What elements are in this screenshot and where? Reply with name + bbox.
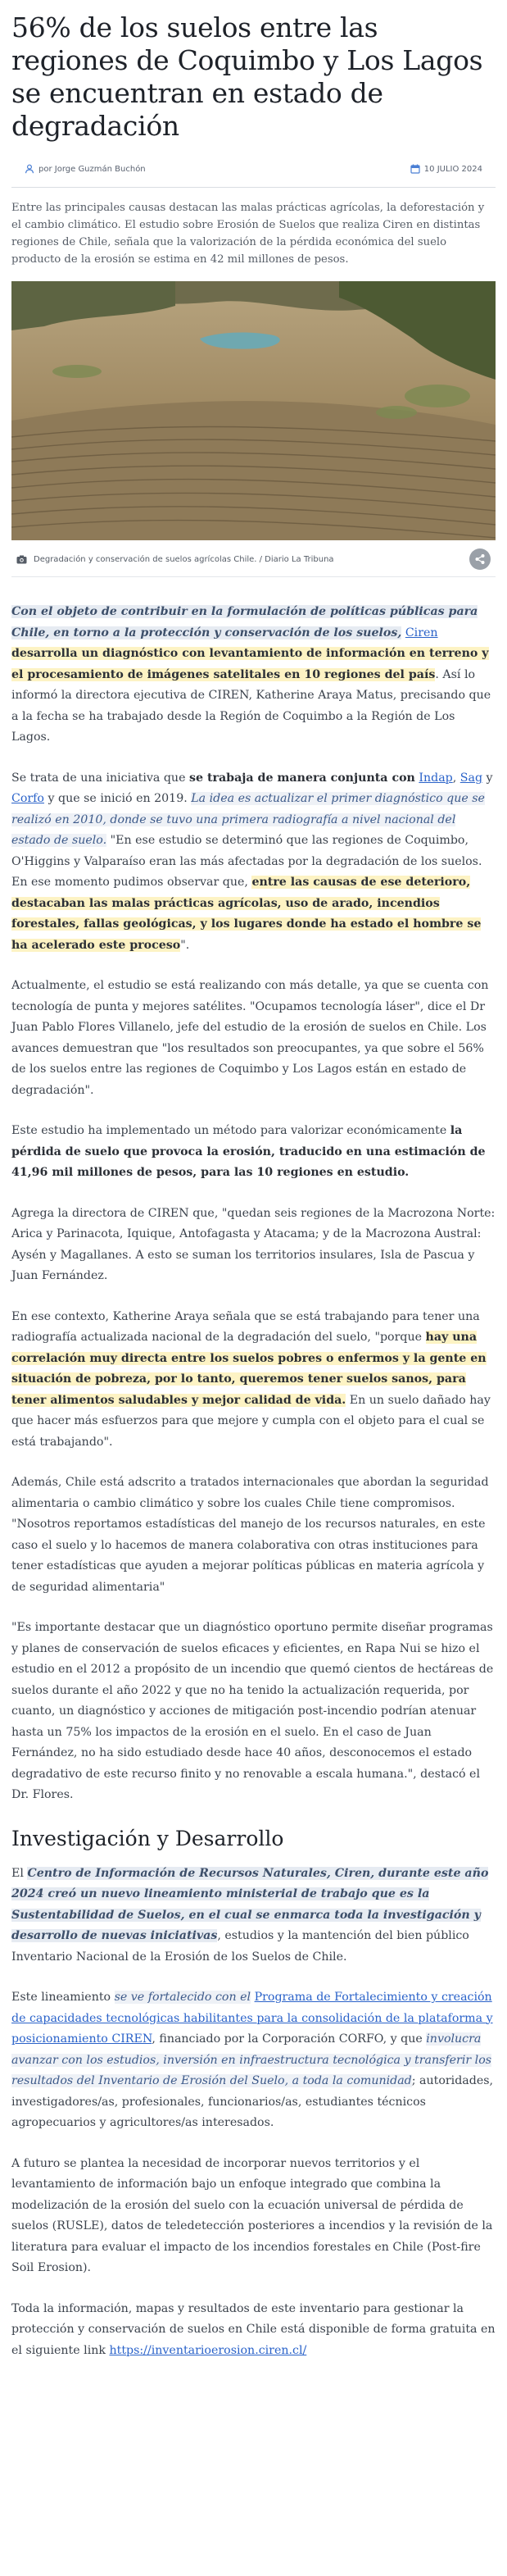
article-lead: Entre las principales causas destacan las malas prácticas agrícolas, la deforestación y el cambio climático. El estudio sobre Erosión de Suelos que realiza Ciren en distintas regiones de Chile, señala que la valorización de la pérdida económica del suelo producto de la erosión se estima en 42 mil millones de pesos. <box>11 202 485 266</box>
bold-text: se trabaja de manera conjunta con <box>188 771 415 785</box>
paragraph-7: Además, Chile está adscrito a tratados internacionales que abordan la seguridad alimentaria o cambio climático y sobre los cuales Chile tiene compromisos. "Nosotros reportamos estadísticas del manejo de los recursos naturales, en este caso el suelo y lo hacemos de manera colaborativa con otras instituciones para tener estadísticas que ayuden a mejorar políticas públicas en materia agrícola y de seguridad alimentaria" <box>11 1476 489 1594</box>
highlight-text: hay una correlación muy directa entre los suelos pobres o enfermos y la gente en situación de pobreza, por lo tanto, queremos tener suelos sanos, para tener alimentos saludables y mejor calidad de vida. <box>11 1331 487 1407</box>
body-text: Este estudio ha implementado un método para valorizar económicamente <box>11 1124 450 1137</box>
photo-caption-row <box>11 540 496 577</box>
emphasis-text: Con el objeto de contribuir en la formulación de políticas públicas para Chile, en torno a la protección y conservación de los suelos, <box>11 605 478 639</box>
inventory-link[interactable]: https://inventarioerosion.ciren.cl/ <box>109 2343 307 2357</box>
paragraph-8: "Es importante destacar que un diagnóstico oportuno permite diseñar programas y planes de conservación de suelos eficaces y eficientes, en Rapa Nui se hizo el estudio en el 2012 a propósito de un incendio que quemó cientos de hectáreas de suelos durante el año 2022 y que no ha tenido la actualización requerida, por cuanto, un diagnóstico y acciones de mitigación post-incendio podrían atenuar hasta un 75% los impactos de la erosión en el suelo. En el caso de Juan Fernández, no ha sido estudiado desde hace 40 años, desconocemos el estado degradativo de este recurso finito y no renovable a escala humana.", destacó el Dr. Flores. <box>11 1621 494 1801</box>
paragraph-4 <box>11 1121 496 1184</box>
bold-text: la pérdida de suelo que provoca la erosión, traducido en una estimación de 41,96 mil millones de pesos, para las 10 regiones en estudio. <box>11 1124 486 1179</box>
body-text: Se trata de una iniciativa que <box>11 771 189 785</box>
article-title: 56% de los suelos entre las regiones de Coquimbo y Los Lagos se encuentran en estado de degradación <box>11 11 483 142</box>
sag-link[interactable]: Sag <box>459 771 483 785</box>
paragraph-2 <box>11 768 496 957</box>
program-link[interactable]: Programa de Fortalecimiento y creación de capacidades tecnológicas habilitantes para la consolidación de la plataforma y posicionamiento CIREN <box>11 1991 493 2046</box>
highlight-text: desarrolla un diagnóstico con levantamiento de información en terreno y el procesamiento de imágenes satelitales en 10 regiones del país <box>11 647 489 681</box>
body-text: "En ese estudio se determinó que las regiones de Coquimbo, O'Higgins y Valparaíso eran las más afectadas por la degradación de los suelos. En ese momento pudimos observar que, <box>11 834 482 889</box>
body-text: Este lineamiento <box>11 1991 115 2004</box>
article-meta <box>11 164 496 174</box>
paragraph-9 <box>11 1864 496 1968</box>
body-text: , financiado por la Corporación CORFO, y que <box>152 2032 427 2046</box>
italic-text: La idea es actualizar el primer diagnóstico que se realizó en 2010, donde se tuvo una primera radiografía a nivel nacional del estado de suelo. <box>11 792 485 847</box>
paragraph-12 <box>11 2299 496 2362</box>
paragraph-6 <box>11 1307 496 1454</box>
paragraph-10 <box>11 1987 496 2134</box>
paragraph-5: Agrega la directora de CIREN que, "quedan seis regiones de la Macrozona Norte: Arica y Parinacota, Iquique, Antofagasta y Atacama; y de la Macrozona Austral: Aysén y Magallanes. A esto se suman los territorios insulares, Isla de Pascua y Juan Fernández. <box>11 1206 496 1282</box>
user-icon <box>25 164 34 174</box>
divider <box>11 187 496 188</box>
body-text: , estudios y la mantención del bien público Inventario Nacional de la Erosión de los Suelos de Chile. <box>11 1929 469 1964</box>
calendar-icon <box>410 164 420 174</box>
share-button[interactable] <box>469 548 491 570</box>
italic-text: involucra avanzar con los estudios, inversión en infraestructura tecnológica y transferir los resultados del Inventario de Erosión del Suelo, a toda la comunidad <box>11 2032 492 2087</box>
body-text: Toda la información, mapas y resultados de este inventario para gestionar la protección y conservación de suelos en Chile está disponible de forma gratuita en el siguiente link <box>11 2301 496 2357</box>
separator: , <box>452 771 460 785</box>
italic-text: se ve fortalecido con el <box>114 1991 251 2004</box>
corfo-link[interactable]: Corfo <box>11 792 44 805</box>
share-icon <box>474 553 486 565</box>
body-text: El <box>11 1866 28 1880</box>
caption-text: Degradación y conservación de suelos agrícolas Chile. / Diario La Tribuna <box>34 554 334 564</box>
body-text: ". <box>180 938 190 952</box>
article-photo <box>11 281 496 540</box>
body-text: y que se inició en 2019. <box>43 792 192 805</box>
paragraph-3: Actualmente, el estudio se está realizando con más detalle, ya que se cuenta con tecnología de punta y mejores satélites. "Ocupamos tecnología láser", dice el Dr Juan Pablo Flores Villanelo, jefe del estudio de la erosión de suelos en Chile. Los avances demuestran que "los resultados son preocupantes, ya que sobre el 56% de los suelos entre las regiones de Coquimbo y Los Lagos están en estado de degradación". <box>11 979 489 1097</box>
paragraph-1 <box>11 602 496 749</box>
article-body <box>11 602 496 2361</box>
emphasis-text: Centro de Información de Recursos Naturales, Ciren, durante este año 2024 creó un nuevo lineamiento ministerial de trabajo que es la Sustentabilidad de Suelos, en el cual se enmarca toda la investigación y desarrollo de nuevas iniciativas <box>11 1866 489 1942</box>
body-text: ; autoridades, investigadores/as, profesionales, funcionarios/as, estudiantes técnicos agropecuarios y agricultores/as interesados. <box>11 2074 494 2129</box>
publish-date <box>410 164 482 174</box>
date-text: 10 JULIO 2024 <box>423 164 482 174</box>
photo-caption <box>16 555 334 564</box>
separator: y <box>482 771 493 785</box>
ciren-link[interactable]: Ciren <box>405 626 438 639</box>
author-name: por Jorge Guzmán Buchón <box>38 164 146 174</box>
body-text: En un suelo dañado hay que hacer más esfuerzos para que mejore y cumpla con el objeto para el cual se está trabajando". <box>11 1393 491 1449</box>
paragraph-11: A futuro se plantea la necesidad de incorporar nuevos territorios y el levantamiento de información bajo un enfoque integrado que combina la modelización de la erosión del suelo con la ecuación universal de pérdida de suelos (RUSLE), datos de teledetección posteriores a incendios y la revisión de la literatura para evaluar el impacto de los incendios forestales en Chile (Post-fire Soil Erosion). <box>11 2156 493 2274</box>
author-byline[interactable] <box>25 164 146 174</box>
indap-link[interactable]: Indap <box>419 771 453 785</box>
section-heading: Investigación y Desarrollo <box>11 1826 284 1850</box>
body-text: En ese contexto, Katherine Araya señala que se está trabajando para tener una radiografía actualizada nacional de la degradación del suelo, "porque <box>11 1309 480 1344</box>
body-text: . Así lo informó la directora ejecutiva de CIREN, Katherine Araya Matus, precisando que a la fecha se ha trabajado desde la Región de Coquimbo a la Región de Los Lagos. <box>11 667 491 744</box>
camera-icon <box>16 555 27 564</box>
highlight-text: entre las causas de ese deterioro, destacaban las malas prácticas agrícolas, uso de arado, incendios forestales, fallas geológicas, y los lugares donde ha estado el hombre se ha acelerado este proceso <box>11 876 482 952</box>
